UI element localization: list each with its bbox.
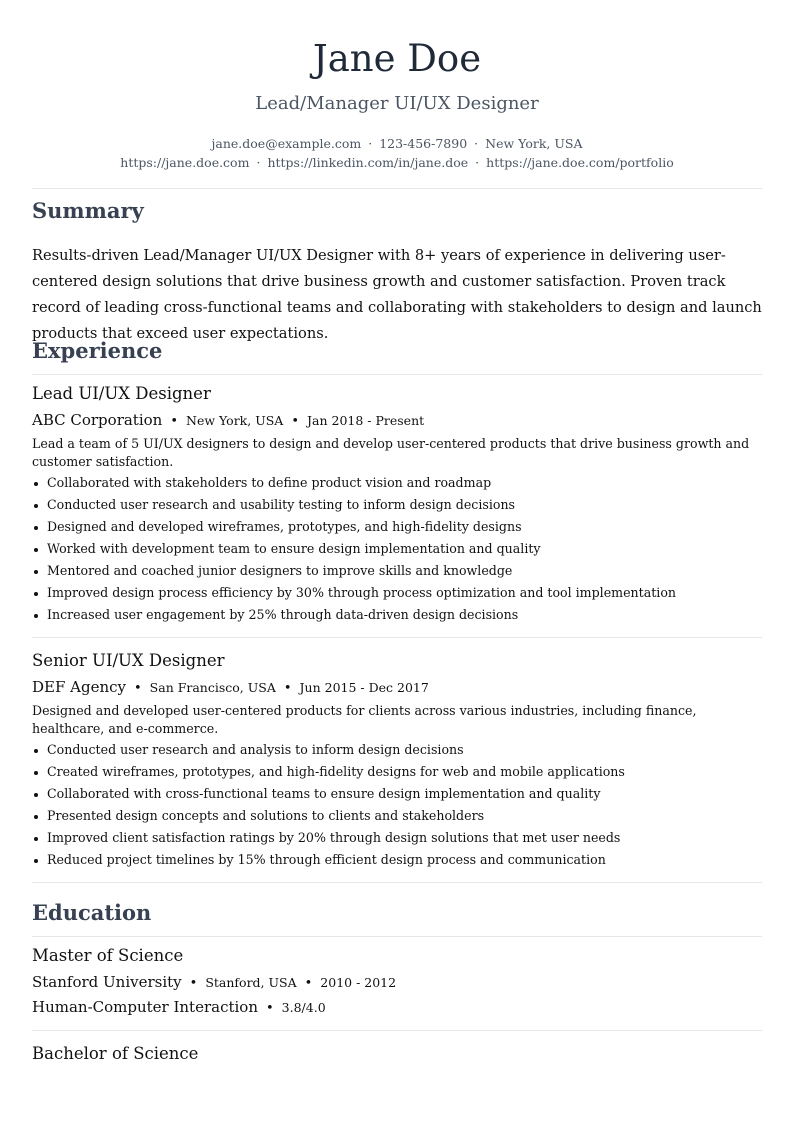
- meta-dot: •: [134, 681, 142, 696]
- meta-dot: •: [283, 681, 292, 696]
- job-dates: Jan 2018 - Present: [307, 413, 425, 428]
- meta-dot: •: [170, 414, 178, 429]
- job-title: Senior UI/UX Designer: [32, 651, 225, 670]
- degree-title: Bachelor of Science: [32, 1044, 199, 1063]
- job-location: New York, USA: [186, 413, 284, 428]
- header-divider: [32, 188, 762, 189]
- portfolio-link[interactable]: https://jane.doe.com/portfolio: [486, 155, 674, 170]
- company-name: ABC Corporation: [32, 411, 163, 429]
- highlight-item: Presented design concepts and solutions to clients and stakeholders: [32, 805, 762, 827]
- contact-separator: ·: [474, 136, 479, 151]
- highlight-item: Created wireframes, prototypes, and high-fidelity designs for web and mobile applications: [32, 761, 762, 783]
- education-divider: [32, 936, 762, 937]
- website-link[interactable]: https://jane.doe.com: [120, 155, 250, 170]
- job-highlights: [32, 472, 762, 626]
- highlight-item: Conducted user research and analysis to inform design decisions: [32, 739, 762, 761]
- highlight-item: Reduced project timelines by 15% through efficient design process and communication: [32, 849, 762, 871]
- summary-text: Results-driven Lead/Manager UI/UX Designer with 8+ years of experience in delivering user-centered design solutions that drive business growth and customer satisfaction. Proven track record of leading cross-functional teams and collaborating with stakeholders to design and launch products that exceed user expectations.: [32, 247, 762, 342]
- education-area-row: [32, 997, 326, 1019]
- job-dates: Jun 2015 - Dec 2017: [299, 680, 429, 695]
- job-title: Lead UI/UX Designer: [32, 384, 211, 403]
- highlight-item: Improved design process efficiency by 30% through process optimization and tool implementation: [32, 582, 762, 604]
- study-area: Human-Computer Interaction: [32, 998, 258, 1016]
- job-location: San Francisco, USA: [149, 680, 276, 695]
- email-link[interactable]: jane.doe@example.com: [211, 136, 362, 151]
- section-divider: [32, 882, 762, 883]
- contact-separator: ·: [256, 155, 261, 170]
- meta-dot: •: [291, 414, 299, 429]
- degree-title: Master of Science: [32, 946, 184, 965]
- candidate-headline: Lead/Manager UI/UX Designer: [255, 93, 539, 114]
- job-divider: [32, 637, 762, 638]
- highlight-item: Improved client satisfaction ratings by 20% through design solutions that met user needs: [32, 827, 762, 849]
- job-description: Designed and developed user-centered products for clients across various industries, including finance, healthcare, and e-commerce.: [32, 703, 697, 736]
- highlight-item: Worked with development team to ensure design implementation and quality: [32, 538, 762, 560]
- job-highlights: [32, 739, 762, 871]
- education-item-divider: [32, 1030, 762, 1031]
- highlight-item: Designed and developed wireframes, prototypes, and high-fidelity designs: [32, 516, 762, 538]
- job-description: Lead a team of 5 UI/UX designers to design and develop user-centered products that drive business growth and customer satisfaction.: [32, 436, 750, 469]
- contact-location: New York, USA: [485, 136, 583, 151]
- highlight-item: Increased user engagement by 25% through data-driven design decisions: [32, 604, 762, 626]
- company-name: DEF Agency: [32, 678, 126, 696]
- education-location: Stanford, USA: [205, 975, 297, 990]
- experience-divider: [32, 374, 762, 375]
- highlight-item: Conducted user research and usability testing to inform design decisions: [32, 494, 762, 516]
- gpa-score: 3.8/4.0: [281, 1000, 326, 1015]
- education-dates: 2010 - 2012: [320, 975, 397, 990]
- phone-number[interactable]: 123-456-7890: [379, 136, 468, 151]
- contact-row-1: [32, 135, 762, 153]
- linkedin-link[interactable]: https://linkedin.com/in/jane.doe: [267, 155, 469, 170]
- highlight-item: Collaborated with cross-functional teams to ensure design implementation and quality: [32, 783, 762, 805]
- contact-separator: ·: [475, 155, 480, 170]
- education-meta: [32, 972, 396, 994]
- job-meta: [32, 410, 424, 432]
- job-meta: [32, 677, 429, 699]
- candidate-name: Jane Doe: [312, 37, 482, 80]
- experience-heading: Experience: [32, 338, 163, 363]
- contact-separator: ·: [368, 136, 373, 151]
- meta-dot: •: [304, 976, 313, 991]
- meta-dot: •: [266, 1001, 274, 1016]
- highlight-item: Mentored and coached junior designers to improve skills and knowledge: [32, 560, 762, 582]
- summary-heading: Summary: [32, 198, 144, 223]
- highlight-item: Collaborated with stakeholders to define product vision and roadmap: [32, 472, 762, 494]
- meta-dot: •: [189, 976, 198, 991]
- contact-row-2: [32, 154, 762, 172]
- institution-name: Stanford University: [32, 973, 182, 991]
- education-heading: Education: [32, 900, 152, 925]
